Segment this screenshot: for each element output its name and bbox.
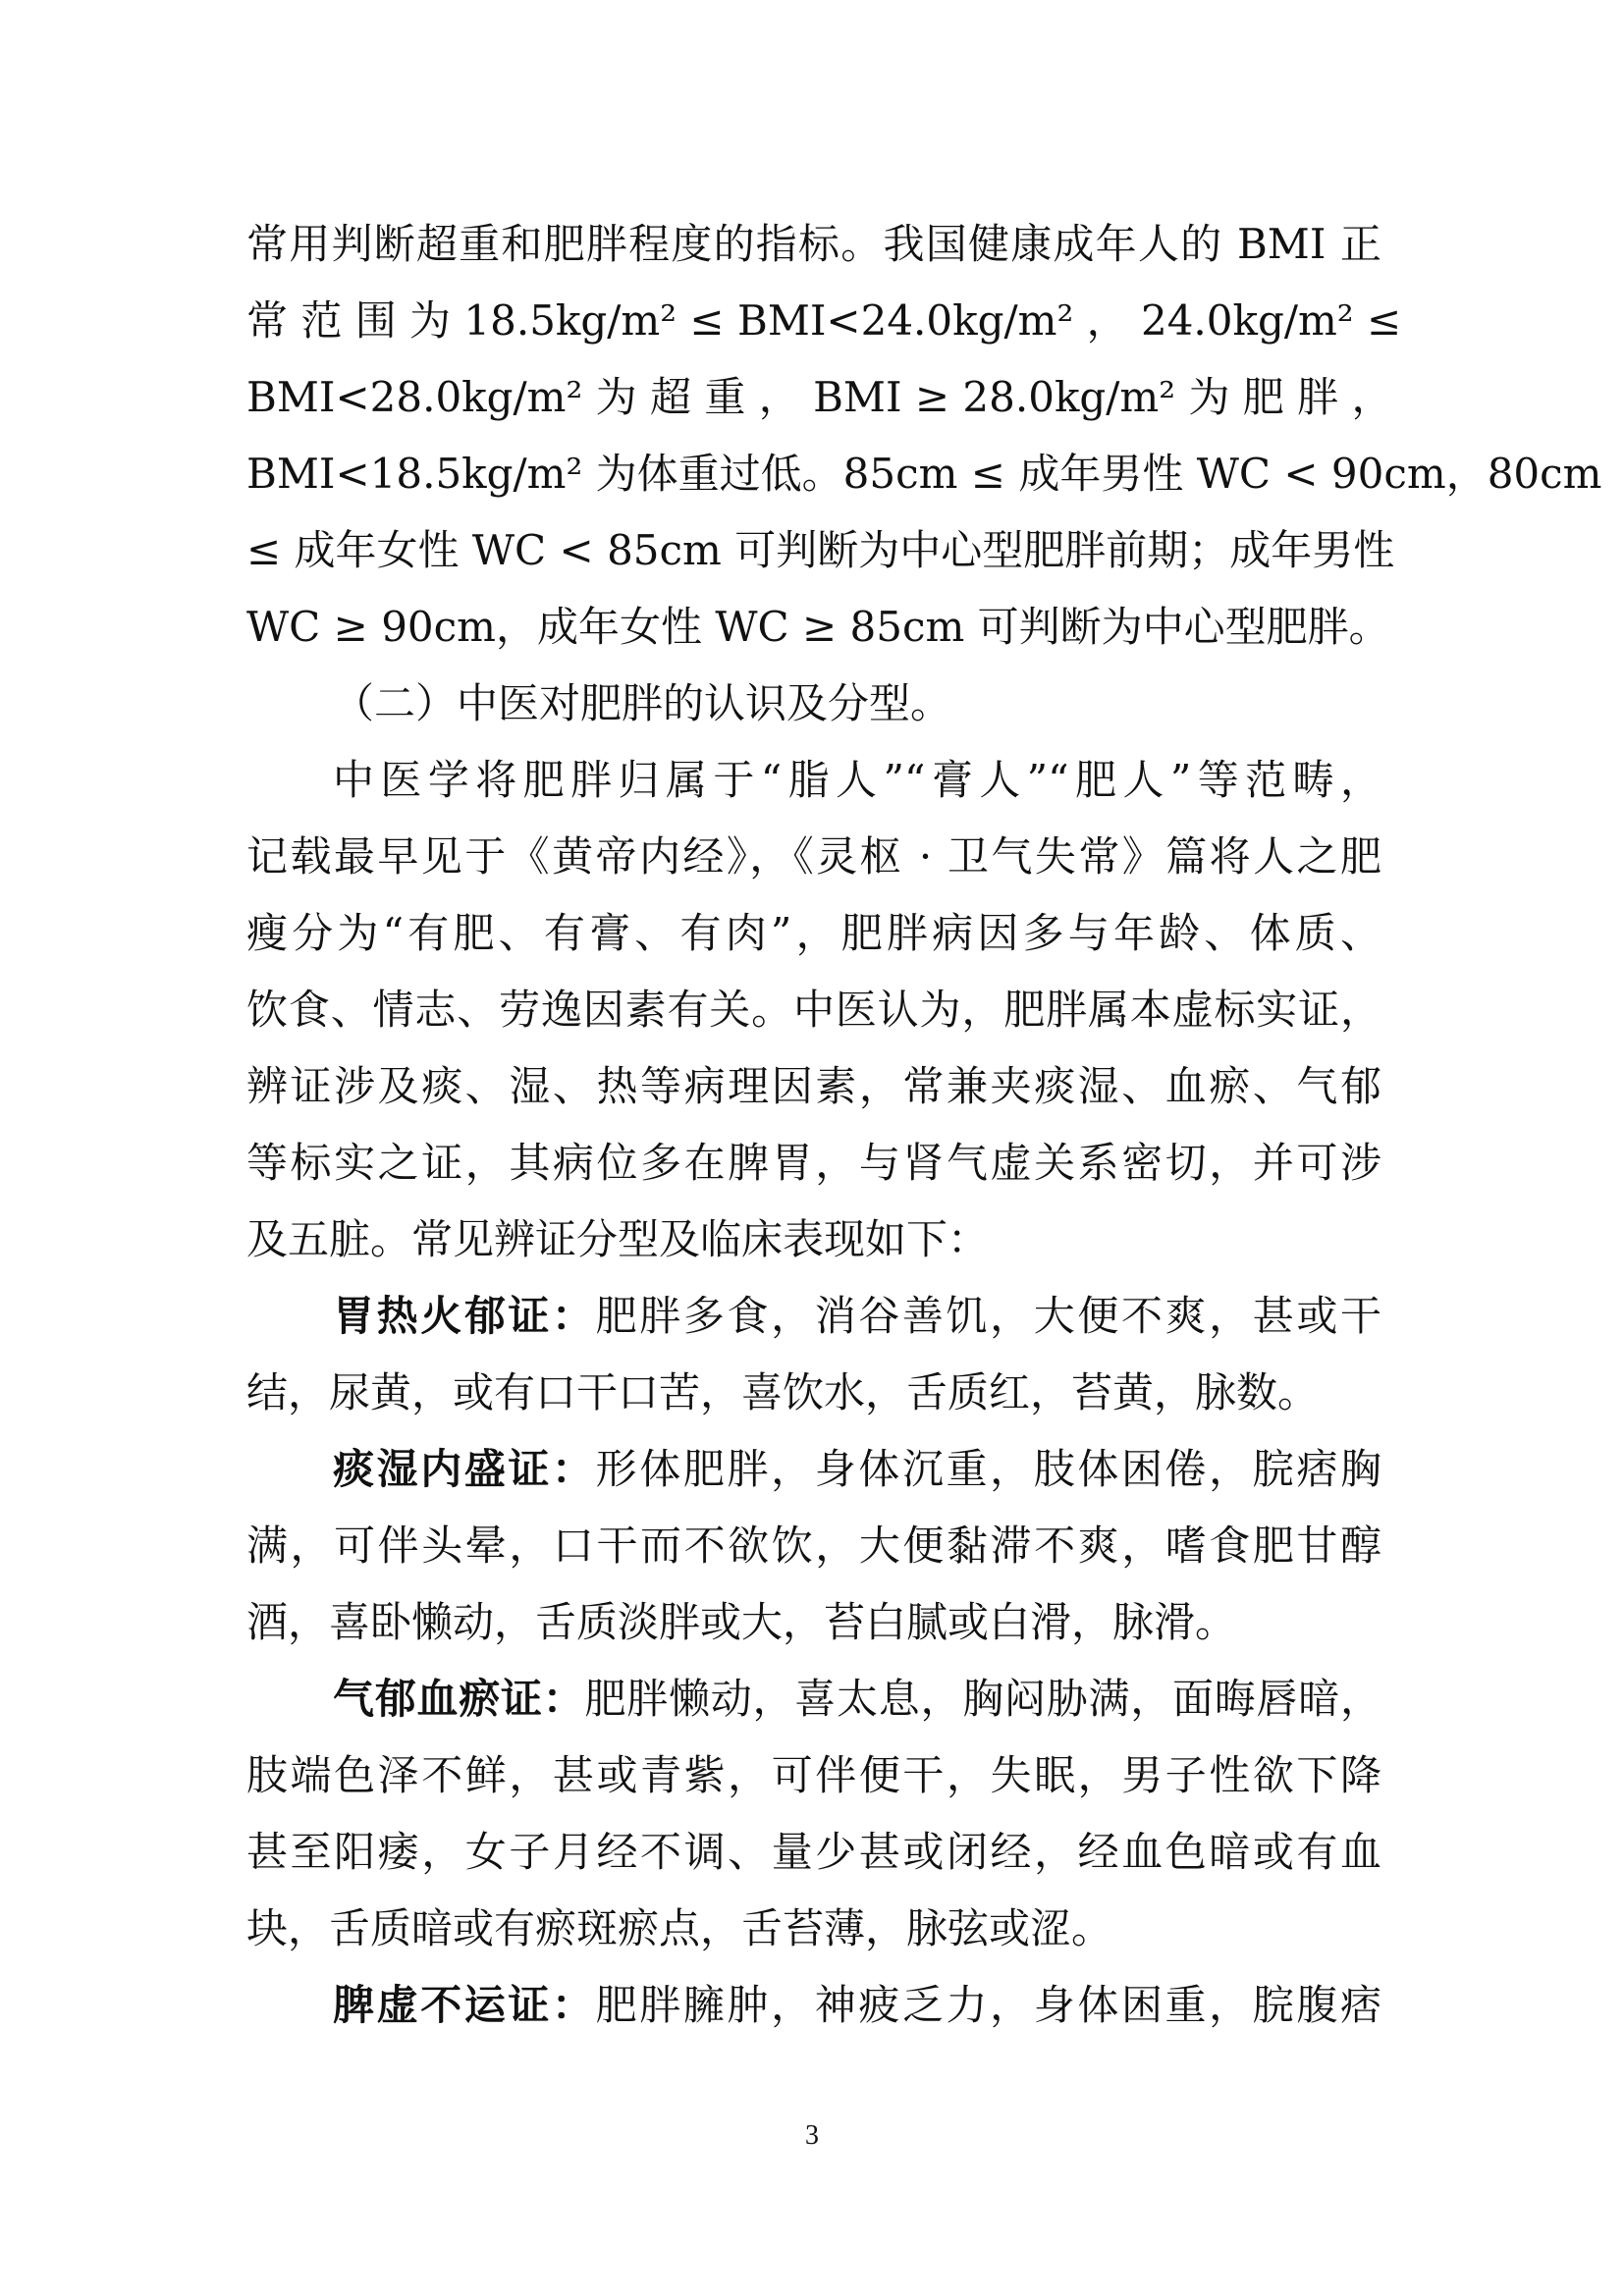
- syndrome-heading-spleen-deficiency: 脾虚不运证：: [333, 1981, 596, 2029]
- syndrome-line: [246, 1661, 1381, 1737]
- syndrome-line: [246, 1967, 1381, 2044]
- document-body: [246, 206, 1602, 2044]
- text-line: 等标实之证，其病位多在脾胃，与肾气虚关系密切，并可涉: [246, 1139, 1381, 1187]
- text-line: 酒，喜卧懒动，舌质淡胖或大，苔白腻或白滑，脉滑。: [246, 1598, 1237, 1646]
- syndrome-text: 形体肥胖，身体沉重，肢体困倦，脘痞胸: [595, 1445, 1381, 1493]
- paragraph-first-line: 中医学将肥胖归属于“脂人”“膏人”“肥人”等范畴，: [333, 756, 1381, 804]
- text-line: 常 范 围 为 18.5kg/m² ≤ BMI<24.0kg/m² ， 24.0kg/m² ≤: [246, 296, 1402, 345]
- text-line: 结，尿黄，或有口干口苦，喜饮水，舌质红，苔黄，脉数。: [246, 1368, 1320, 1416]
- text-line: BMI<18.5kg/m² 为体重过低。85cm ≤ 成年男性 WC < 90cm，80cm: [246, 450, 1602, 498]
- syndrome-text: 肥胖懒动，喜太息，胸闷胁满，面晦唇暗，: [584, 1675, 1381, 1723]
- syndrome-heading-qi-blood-stasis: 气郁血瘀证：: [333, 1675, 585, 1723]
- text-line: WC ≥ 90cm，成年女性 WC ≥ 85cm 可判断为中心型肥胖。: [246, 603, 1390, 651]
- page-number: 3: [805, 2120, 819, 2151]
- text-line: 块，舌质暗或有瘀斑瘀点，舌苔薄，脉弦或涩。: [246, 1904, 1113, 1952]
- text-line: 常用判断超重和肥胖程度的指标。我国健康成年人的 BMI 正: [246, 220, 1381, 268]
- syndrome-line: [246, 1278, 1381, 1355]
- text-line: 及五脏。常见辨证分型及临床表现如下：: [246, 1215, 990, 1263]
- text-line: ≤ 成年女性 WC < 85cm 可判断为中心型肥胖前期；成年男性: [246, 526, 1395, 574]
- text-line: 满，可伴头晕，口干而不欲饮，大便黏滞不爽，嗜食肥甘醇: [246, 1522, 1381, 1570]
- text-line: 甚至阳痿，女子月经不调、量少甚或闭经，经血色暗或有血: [246, 1828, 1381, 1876]
- syndrome-heading-phlegm-damp: 痰湿内盛证：: [333, 1445, 596, 1493]
- text-line: BMI<28.0kg/m² 为 超 重 ， BMI ≥ 28.0kg/m² 为 肥 胖 ，: [246, 373, 1393, 421]
- syndrome-text: 肥胖多食，消谷善饥，大便不爽，甚或干: [595, 1292, 1381, 1340]
- text-line: 辨证涉及痰、湿、热等病理因素，常兼夹痰湿、血瘀、气郁: [246, 1062, 1381, 1110]
- syndrome-line: [246, 1431, 1381, 1508]
- syndrome-text: 肥胖臃肿，神疲乏力，身体困重，脘腹痞: [595, 1981, 1381, 2029]
- text-line: 饮食、情志、劳逸因素有关。中医认为，肥胖属本虚标实证，: [246, 986, 1381, 1034]
- text-line: 记载最早见于《黄帝内经》，《灵枢 · 卫气失常》篇将人之肥: [246, 832, 1381, 881]
- section-heading: （二）中医对肥胖的认识及分型。: [333, 679, 952, 727]
- text-line: 瘦分为“有肥、有膏、有肉”，肥胖病因多与年龄、体质、: [246, 909, 1381, 957]
- text-line: 肢端色泽不鲜，甚或青紫，可伴便干，失眠，男子性欲下降: [246, 1751, 1381, 1799]
- syndrome-heading-stomach-heat: 胃热火郁证：: [333, 1292, 596, 1340]
